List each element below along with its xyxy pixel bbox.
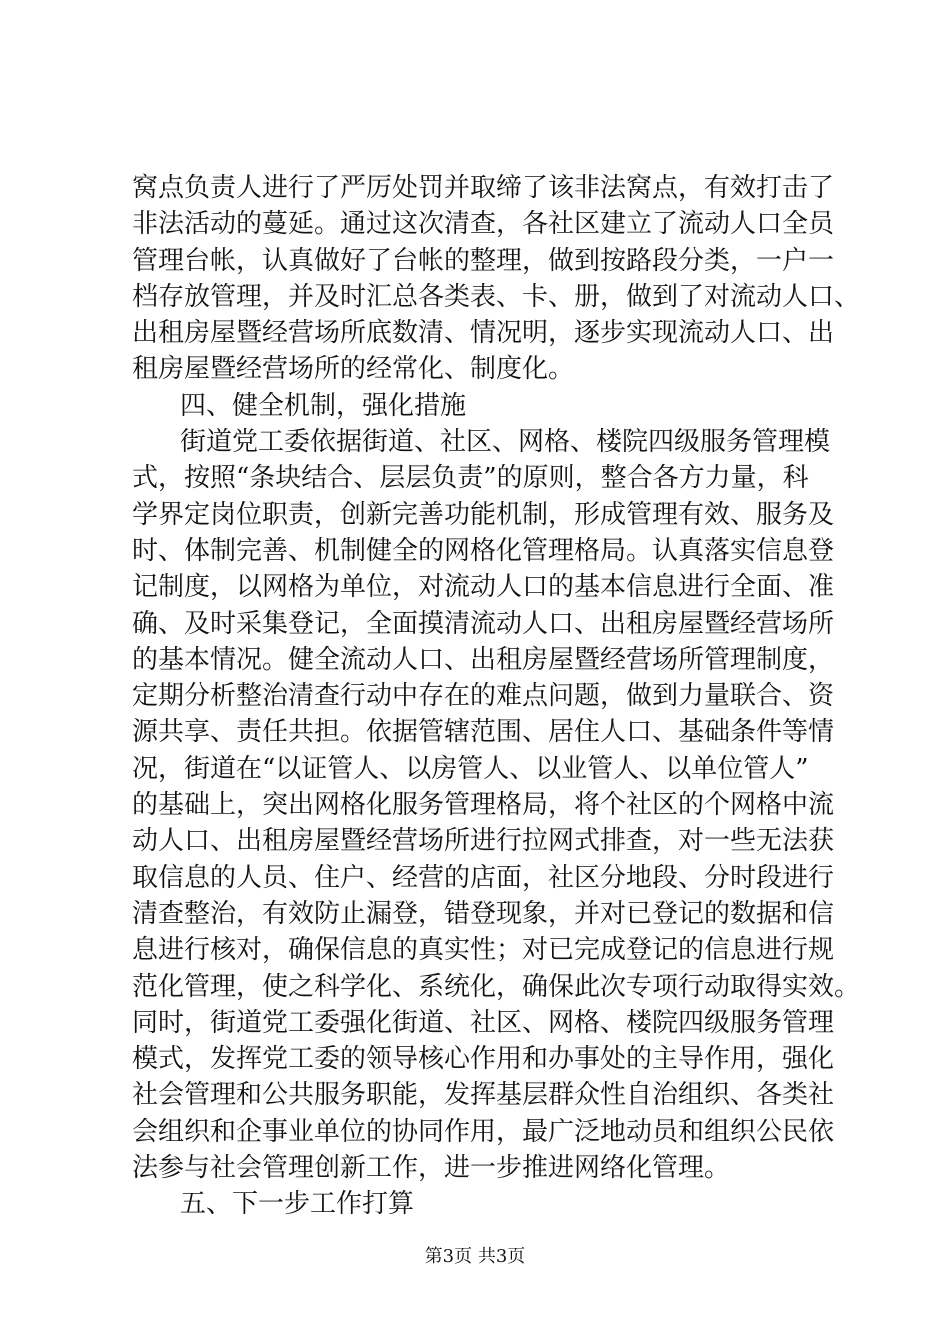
text-line: 清查整治，有效防止漏登，错登现象，并对已登记的数据和信 bbox=[132, 898, 835, 929]
text-line: 同时，街道党工委强化街道、社区、网格、楼院四级服务管理 bbox=[132, 1007, 835, 1038]
text-line: 出租房屋暨经营场所底数清、情况明，逐步实现流动人口、出 bbox=[132, 318, 835, 349]
text-line: 息进行核对，确保信息的真实性；对已完成登记的信息进行规 bbox=[132, 935, 835, 966]
text-line: 定期分析整治清查行动中存在的难点问题，做到力量联合、资 bbox=[132, 681, 835, 712]
body-text bbox=[132, 170, 861, 1223]
text-line: 记制度，以网格为单位，对流动人口的基本信息进行全面、准 bbox=[132, 572, 835, 603]
text-line: 法参与社会管理创新工作，进一步推进网络化管理。 bbox=[132, 1153, 731, 1184]
text-line: 范化管理，使之科学化、系统化，确保此次专项行动取得实效。 bbox=[132, 971, 861, 1002]
text-line: 式，按照“条块结合、层层负责”的原则，整合各方力量，科 bbox=[132, 463, 809, 494]
text-line: 街道党工委依据街道、社区、网格、楼院四级服务管理模 bbox=[180, 427, 831, 458]
text-line: 的基础上，突出网格化服务管理格局，将个社区的个网格中流 bbox=[132, 790, 835, 821]
section-heading-5: 五、下一步工作打算 bbox=[180, 1189, 415, 1220]
section-heading-4: 四、健全机制，强化措施 bbox=[180, 390, 467, 421]
text-line: 源共享、责任共担。依据管辖范围、居住人口、基础条件等情 bbox=[132, 717, 835, 748]
text-line: 社会管理和公共服务职能，发挥基层群众性自治组织、各类社 bbox=[132, 1080, 835, 1111]
text-line: 时、体制完善、机制健全的网格化管理格局。认真落实信息登 bbox=[132, 535, 835, 566]
text-line: 确、及时采集登记，全面摸清流动人口、出租房屋暨经营场所 bbox=[132, 608, 835, 639]
text-line: 模式，发挥党工委的领导核心作用和办事处的主导作用，强化 bbox=[132, 1044, 835, 1075]
text-line: 取信息的人员、住户、经营的店面，社区分地段、分时段进行 bbox=[132, 862, 835, 893]
text-line: 会组织和企事业单位的协同作用，最广泛地动员和组织公民依 bbox=[132, 1116, 835, 1147]
text-line: 管理台帐，认真做好了台帐的整理，做到按路段分类，一户一 bbox=[132, 245, 835, 276]
text-line: 租房屋暨经营场所的经常化、制度化。 bbox=[132, 354, 575, 385]
text-line: 非法活动的蔓延。通过这次清查，各社区建立了流动人口全员 bbox=[132, 209, 835, 240]
text-line: 学界定岗位职责，创新完善功能机制，形成管理有效、服务及 bbox=[132, 499, 835, 530]
text-line: 动人口、出租房屋暨经营场所进行拉网式排查，对一些无法获 bbox=[132, 826, 835, 857]
text-line: 档存放管理，并及时汇总各类表、卡、册，做到了对流动人口、 bbox=[132, 281, 861, 312]
text-line: 况，街道在“以证管人、以房管人、以业管人、以单位管人” bbox=[132, 753, 809, 784]
page-footer: 第3页 共3页 bbox=[424, 1246, 526, 1267]
text-line: 的基本情况。健全流动人口、出租房屋暨经营场所管理制度， bbox=[132, 644, 835, 675]
text-line: 窝点负责人进行了严厉处罚并取缔了该非法窝点，有效打击了 bbox=[132, 173, 835, 203]
